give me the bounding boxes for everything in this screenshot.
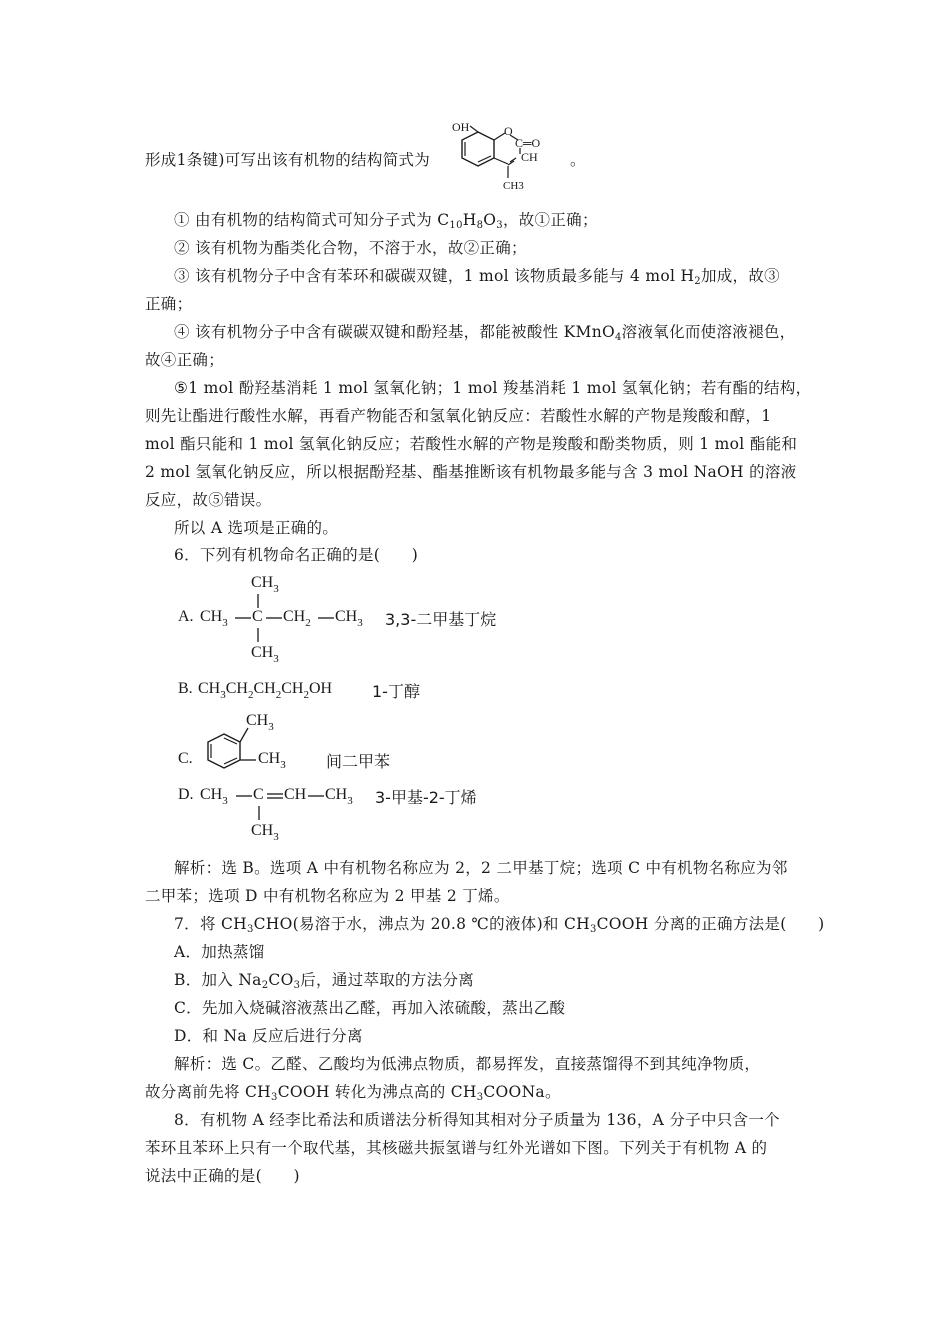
q6-d-ch: CH: [284, 786, 307, 803]
analysis-item-5-l5: 反应，故⑤错误。: [145, 491, 272, 509]
q6-c-name: 间二甲苯: [326, 752, 391, 771]
q6-d-ch3-right: $CH_3$: [325, 786, 353, 807]
analysis-item-4-cont: 故④正确；: [145, 351, 225, 369]
q6-d-c: C: [253, 786, 264, 803]
analysis-item-3-cont: 正确；: [145, 295, 193, 313]
intro-line-end: 。: [570, 151, 586, 169]
struct-co-label: C═O: [515, 136, 541, 150]
q6-a-label: A.: [178, 608, 194, 625]
q7-option-c: C．先加入烧碱溶液蒸出乙醛，再加入浓硫酸，蒸出乙酸: [174, 999, 566, 1017]
q7-answer-line2: 故分离前先将 $CH_3COOH$ 转化为沸点高的 $CH_3COONa$。: [145, 1083, 561, 1103]
intro-line: 形成1条键)可写出该有机物的结构简式为: [145, 151, 431, 169]
q6-a-top-ch3: $CH_3$: [251, 574, 279, 595]
q6-a-bottom-ch3: $CH_3$: [251, 644, 279, 665]
q8-stem-line1: 8．有机物 A 经李比希法和质谱法分析得知其相对分子质量为 136，A 分子中只含一个: [174, 1111, 780, 1129]
q6-d-name: 3-甲基-2-丁烯: [375, 788, 477, 807]
q6-d-ch3-left: $CH_3$: [200, 786, 228, 807]
analysis-item-3: ③ 该有机物分子中含有苯环和碳碳双键，1 mol 该物质最多能与 4 mol $H_2$加成，故③: [174, 267, 780, 287]
q6-a-c: C: [252, 608, 263, 625]
analysis-item-5: ⑤1 mol 酚羟基消耗 1 mol 氢氧化钠；1 mol 羧基消耗 1 mol 氢氧化钠；若有酯的结构，: [174, 379, 812, 397]
struct-o-label: O: [504, 124, 513, 138]
analysis-item-5-l2: 则先让酯进行酸性水解，再看产物能否和氢氧化钠反应：若酸性水解的产物是羧酸和醇，1: [145, 407, 772, 425]
analysis-item-4: ④ 该有机物分子中含有碳碳双键和酚羟基，都能被酸性 KMnO$_4$溶液氧化而使溶液褪色，: [174, 323, 796, 343]
q6-answer-line1: 解析：选 B。选项 A 中有机物名称应为 2，2 二甲基丁烷；选项 C 中有机物名称应为邻: [174, 859, 788, 877]
q6-b-formula: $CH_3CH_2CH_2CH_2OH$: [198, 680, 333, 701]
analysis-item-2: ② 该有机物为酯类化合物，不溶于水，故②正确；: [174, 239, 527, 257]
q6-a-ch3-left: $CH_3$: [200, 608, 228, 629]
q7-stem: 7．将 $CH_3CHO$(易溶于水，沸点为 20.8 ℃的液体)和 $CH_3COOH$ 分离的正确方法是( ): [174, 915, 825, 935]
analysis-item-5-l4: 2 mol 氢氧化钠反应，所以根据酚羟基、酯基推断该有机物最多能与含 3 mol NaOH 的溶液: [145, 463, 797, 481]
q7-option-d: D．和 Na 反应后进行分离: [174, 1027, 363, 1045]
q7-answer-line1: 解析：选 C。乙醛、乙酸均为低沸点物质，都易挥发，直接蒸馏得不到其纯净物质，: [174, 1055, 761, 1073]
q7-option-a: A．加热蒸馏: [174, 943, 265, 961]
analysis-item-5-l3: mol 酯只能和 1 mol 氢氧化钠反应；若酸性水解的产物是羧酸和酚类物质，则 1 mol 酯能和: [145, 435, 798, 453]
struct-oh-label: OH: [452, 120, 470, 134]
q6-a-name: 3,3-二甲基丁烷: [385, 610, 497, 629]
q6-d-label: D.: [178, 786, 194, 803]
struct-ch-label: CH: [521, 150, 538, 164]
q7-option-b: B．加入 $Na_2CO_3$后，通过萃取的方法分离: [174, 971, 475, 991]
q6-answer-line2: 二甲苯；选项 D 中有机物名称应为 2 甲基 2 丁烯。: [145, 887, 510, 905]
analysis-item-1: ① 由有机物的结构简式可知分子式为 $C_{10}H_8O_3$，故①正确；: [174, 211, 598, 231]
q6-b-label: B.: [178, 680, 193, 697]
q6-d-bottom-ch3: $CH_3$: [251, 822, 279, 843]
q6-b-name: 1-丁醇: [372, 682, 420, 701]
q6-a-ch2: $CH_2$: [283, 608, 311, 629]
q6-stem: 6．下列有机物命名正确的是( ): [174, 546, 419, 564]
q8-stem-line2: 苯环且苯环上只有一个取代基，其核磁共振氢谱与红外光谱如下图。下列关于有机物 A 的: [145, 1139, 768, 1157]
q6-a-ch3-right: $CH_3$: [335, 608, 363, 629]
q8-stem-line3: 说法中正确的是( ): [145, 1167, 300, 1185]
q6-c-ch3-right: $CH_3$: [258, 750, 286, 771]
struct-ch3-label: CH3: [503, 180, 524, 192]
analysis-conclusion: 所以 A 选项是正确的。: [174, 519, 339, 537]
q6-c-ch3-top: $CH_3$: [246, 712, 274, 733]
q6-c-label: C.: [178, 750, 193, 767]
